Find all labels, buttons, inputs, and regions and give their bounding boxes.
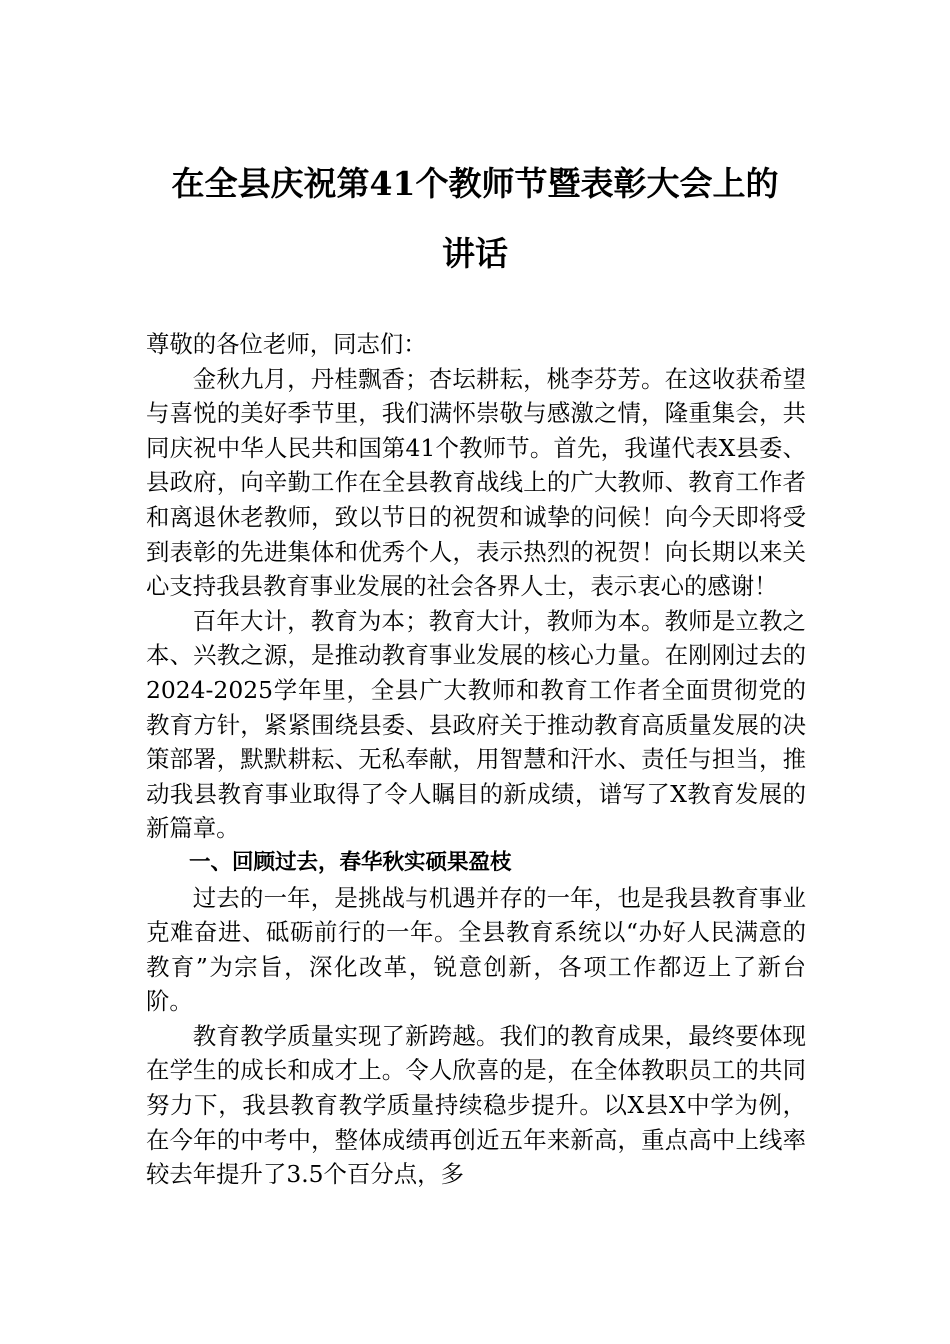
salutation: 尊敬的各位老师，同志们： <box>146 330 427 358</box>
document-title-line-1: 在全县庆祝第41个教师节暨表彰大会上的 <box>171 164 779 203</box>
paragraph-opening: 金秋九月，丹桂飘香；杏坛耕耘，桃李芬芳。在这收获希望与喜悦的美好季节里，我们满怀崇敬与感激之情，隆重集会，共同庆祝中华人民共和国第41个教师节。首先，我谨代表X县委、县政府，向辛勤工作在全县教育战线上的广大教师、教育工作者和离退休老教师，致以节日的祝贺和诚挚的问候！向今天即将受到表彰的先进集体和优秀个人，表示热烈的祝贺！向长期以来关心支持我县教育事业发展的社会各界人士，表示衷心的感谢！ <box>146 364 806 601</box>
paragraph-quality: 教育教学质量实现了新跨越。我们的教育成果，最终要体现在学生的成长和成才上。令人欣喜的是，在全体教职员工的共同努力下，我县教育教学质量持续稳步提升。以X县X中学为例，在今年的中考中，整体成绩再创近五年来新高，重点高中上线率较去年提升了3.5个百分点，多 <box>146 1021 806 1189</box>
document-body <box>146 327 806 1192</box>
section-heading: 一、回顾过去，春华秋实硕果盈枝 <box>189 849 512 875</box>
paragraph-teachers: 百年大计，教育为本；教育大计，教师为本。教师是立教之本、兴教之源，是推动教育事业发展的核心力量。在刚刚过去的2024-2025学年里，全县广大教师和教育工作者全面贯彻党的教育方针，紧紧围绕县委、县政府关于推动教育高质量发展的决策部署，默默耕耘、无私奉献，用智慧和汗水、责任与担当，推动我县教育事业取得了令人瞩目的新成绩，谱写了X教育发展的新篇章。 <box>146 606 806 843</box>
document-title-line-2: 讲话 <box>442 234 508 273</box>
paragraph-past-year: 过去的一年，是挑战与机遇并存的一年，也是我县教育事业克难奋进、砥砺前行的一年。全县教育系统以“办好人民满意的教育”为宗旨，深化改革，锐意创新，各项工作都迈上了新台阶。 <box>146 883 806 1016</box>
